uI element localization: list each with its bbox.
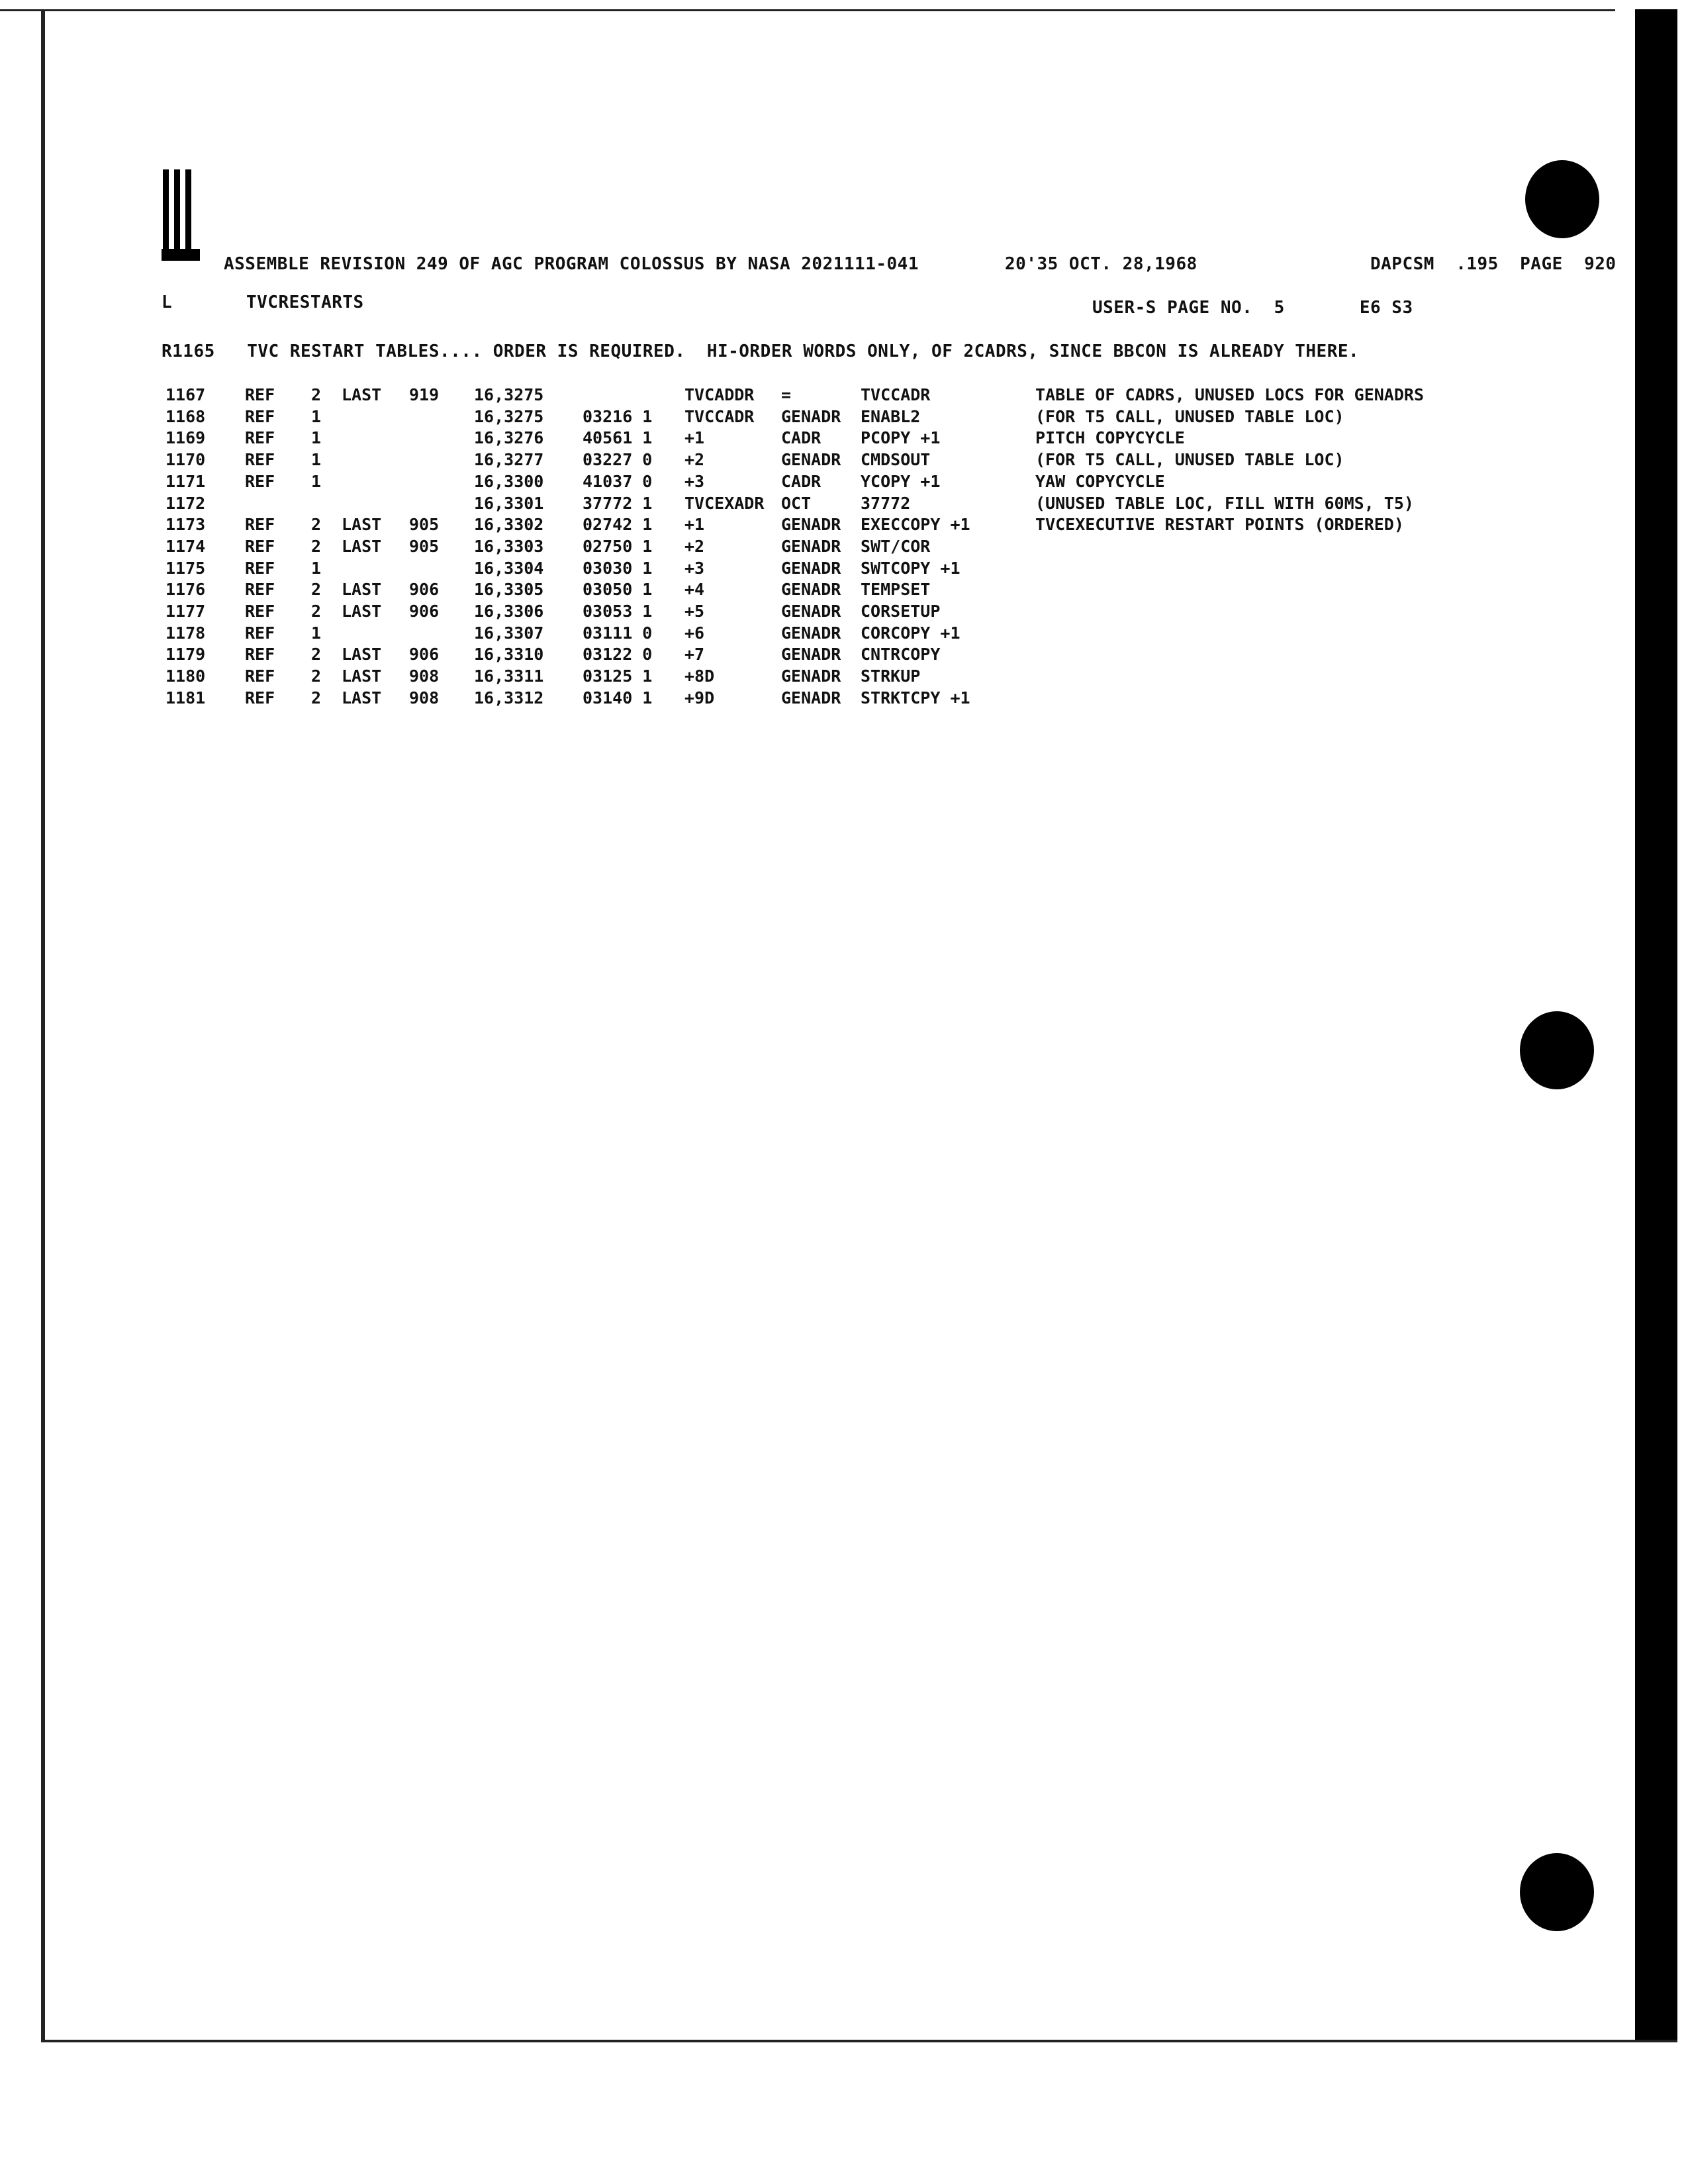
listing-addr-cell: 16,3276: [474, 428, 544, 447]
listing-addr-cell: 16,3311: [474, 666, 544, 686]
listing-loc-cell: +2: [684, 450, 705, 469]
listing-last-cell: LAST: [342, 666, 382, 686]
listing-addr-cell: 16,3305: [474, 580, 544, 599]
listing-loc-cell: TVCADDR: [684, 385, 755, 404]
listing-comment-cell: YAW COPYCYCLE: [1035, 472, 1165, 491]
listing-row: [0, 559, 1523, 580]
listing-operand-cell: STRKTCPY +1: [861, 688, 970, 707]
listing-op-cell: GENADR: [781, 450, 841, 469]
listing-addr-cell: 16,3312: [474, 688, 544, 707]
listing-num-cell: 1: [311, 450, 322, 469]
listing-op-cell: GENADR: [781, 623, 841, 643]
listing-operand-cell: CORCOPY +1: [861, 623, 961, 643]
listing-row: [0, 515, 1523, 536]
listing-op-cell: GENADR: [781, 645, 841, 664]
listing-addr-cell: 16,3277: [474, 450, 544, 469]
listing-line-cell: 1174: [165, 537, 206, 556]
listing-loc-cell: +3: [684, 559, 705, 578]
remark-line: R1165 TVC RESTART TABLES.... ORDER IS REQUIRED. HI-ORDER WORDS ONLY, OF 2CADRS, SINCE BBCON IS ALREADY THERE.: [162, 341, 1360, 361]
listing-comment-cell: (UNUSED TABLE LOC, FILL WITH 60MS, T5): [1035, 494, 1414, 513]
right-page-edge: [1635, 9, 1677, 2042]
listing-row: [0, 450, 1523, 471]
listing-ref-cell: REF: [245, 688, 275, 707]
listing-op-cell: CADR: [781, 428, 821, 447]
listing-last-cell: LAST: [342, 688, 382, 707]
listing-line-cell: 1181: [165, 688, 206, 707]
listing-line-cell: 1175: [165, 559, 206, 578]
listing-num-cell: 1: [311, 623, 322, 643]
listing-code-cell: 03122 0: [583, 645, 653, 664]
listing-comment-cell: (FOR T5 CALL, UNUSED TABLE LOC): [1035, 407, 1344, 426]
listing-code-cell: 03050 1: [583, 580, 653, 599]
listing-operand-cell: YCOPY +1: [861, 472, 941, 491]
listing-timestamp: 20'35 OCT. 28,1968: [1005, 254, 1197, 274]
listing-op-cell: GENADR: [781, 537, 841, 556]
listing-comment-cell: TVCEXECUTIVE RESTART POINTS (ORDERED): [1035, 515, 1404, 534]
listing-line-cell: 1178: [165, 623, 206, 643]
listing-ref-cell: REF: [245, 602, 275, 621]
listing-num-cell: 2: [311, 515, 322, 534]
listing-row: [0, 666, 1523, 688]
listing-code-cell: 03140 1: [583, 688, 653, 707]
listing-addr-cell: 16,3301: [474, 494, 544, 513]
listing-ref-cell: REF: [245, 537, 275, 556]
listing-num-cell: 2: [311, 385, 322, 404]
listing-code-cell: 03227 0: [583, 450, 653, 469]
listing-code-cell: 03111 0: [583, 623, 653, 643]
listing-ref-cell: REF: [245, 407, 275, 426]
listing-op-cell: =: [781, 385, 792, 404]
top-rule: [0, 9, 1615, 11]
listing-page-cell: 908: [409, 666, 440, 686]
listing-last-cell: LAST: [342, 602, 382, 621]
listing-operand-cell: CORSETUP: [861, 602, 941, 621]
listing-loc-cell: +1: [684, 428, 705, 447]
listing-operand-cell: TVCCADR: [861, 385, 931, 404]
listing-row: [0, 407, 1523, 428]
listing-comment-cell: TABLE OF CADRS, UNUSED LOCS FOR GENADRS: [1035, 385, 1424, 404]
listing-last-cell: LAST: [342, 515, 382, 534]
listing-comment-cell: PITCH COPYCYCLE: [1035, 428, 1185, 447]
listing-ref-cell: REF: [245, 666, 275, 686]
listing-code-cell: 03125 1: [583, 666, 653, 686]
listing-operand-cell: 37772: [861, 494, 911, 513]
listing-row: [0, 385, 1523, 406]
listing-num-cell: 2: [311, 602, 322, 621]
listing-last-cell: LAST: [342, 645, 382, 664]
listing-op-cell: GENADR: [781, 688, 841, 707]
listing-page-cell: 905: [409, 515, 440, 534]
listing-operand-cell: SWTCOPY +1: [861, 559, 961, 578]
listing-ref-cell: REF: [245, 385, 275, 404]
listing-ref-cell: REF: [245, 450, 275, 469]
listing-line-cell: 1180: [165, 666, 206, 686]
listing-op-cell: GENADR: [781, 602, 841, 621]
listing-op-cell: CADR: [781, 472, 821, 491]
listing-page-cell: 906: [409, 645, 440, 664]
listing-line-cell: 1170: [165, 450, 206, 469]
listing-num-cell: 2: [311, 537, 322, 556]
listing-addr-cell: 16,3275: [474, 385, 544, 404]
listing-last-cell: LAST: [342, 580, 382, 599]
listing-page-cell: 906: [409, 602, 440, 621]
printer-logo-icon: [162, 169, 200, 262]
listing-addr-cell: 16,3302: [474, 515, 544, 534]
listing-addr-cell: 16,3303: [474, 537, 544, 556]
listing-ref-cell: REF: [245, 623, 275, 643]
listing-line-cell: 1171: [165, 472, 206, 491]
listing-line-cell: 1179: [165, 645, 206, 664]
listing-row: [0, 428, 1523, 449]
listing-op-cell: GENADR: [781, 666, 841, 686]
listing-num-cell: 2: [311, 688, 322, 707]
listing-last-cell: LAST: [342, 385, 382, 404]
user-page-number: USER-S PAGE NO. 5 E6 S3: [1092, 298, 1413, 318]
listing-page-cell: 908: [409, 688, 440, 707]
listing-line-cell: 1173: [165, 515, 206, 534]
listing-op-cell: GENADR: [781, 559, 841, 578]
listing-row: [0, 537, 1523, 558]
listing-addr-cell: 16,3304: [474, 559, 544, 578]
listing-operand-cell: PCOPY +1: [861, 428, 941, 447]
listing-loc-cell: +5: [684, 602, 705, 621]
listing-code-cell: 37772 1: [583, 494, 653, 513]
listing-addr-cell: 16,3300: [474, 472, 544, 491]
listing-op-cell: OCT: [781, 494, 812, 513]
section-letter: L: [162, 293, 173, 312]
listing-loc-cell: +7: [684, 645, 705, 664]
listing-operand-cell: CNTRCOPY: [861, 645, 941, 664]
punch-hole: [1520, 1853, 1594, 1931]
listing-ref-cell: REF: [245, 428, 275, 447]
listing-operand-cell: ENABL2: [861, 407, 921, 426]
listing-num-cell: 2: [311, 666, 322, 686]
listing-loc-cell: +9D: [684, 688, 715, 707]
listing-row: [0, 623, 1523, 645]
listing-line-cell: 1168: [165, 407, 206, 426]
listing-num-cell: 1: [311, 407, 322, 426]
listing-line-cell: 1169: [165, 428, 206, 447]
listing-addr-cell: 16,3275: [474, 407, 544, 426]
listing-page-info: DAPCSM .195 PAGE 920: [1370, 254, 1617, 274]
punch-hole: [1520, 1011, 1594, 1089]
listing-page-cell: 919: [409, 385, 440, 404]
listing-loc-cell: +2: [684, 537, 705, 556]
listing-page-cell: 906: [409, 580, 440, 599]
listing-code-cell: 40561 1: [583, 428, 653, 447]
listing-ref-cell: REF: [245, 559, 275, 578]
listing-ref-cell: REF: [245, 580, 275, 599]
listing-row: [0, 494, 1523, 515]
listing-loc-cell: +1: [684, 515, 705, 534]
listing-addr-cell: 16,3306: [474, 602, 544, 621]
bottom-rule: [42, 2040, 1677, 2042]
listing-loc-cell: +3: [684, 472, 705, 491]
listing-ref-cell: REF: [245, 645, 275, 664]
listing-row: [0, 580, 1523, 601]
listing-line-cell: 1176: [165, 580, 206, 599]
listing-code-cell: 41037 0: [583, 472, 653, 491]
listing-ref-cell: REF: [245, 472, 275, 491]
listing-code-cell: 02742 1: [583, 515, 653, 534]
listing-code-cell: 03053 1: [583, 602, 653, 621]
listing-addr-cell: 16,3307: [474, 623, 544, 643]
listing-row: [0, 602, 1523, 623]
listing-op-cell: GENADR: [781, 580, 841, 599]
listing-title: ASSEMBLE REVISION 249 OF AGC PROGRAM COLOSSUS BY NASA 2021111-041: [224, 254, 919, 274]
listing-num-cell: 2: [311, 580, 322, 599]
listing-num-cell: 1: [311, 428, 322, 447]
listing-loc-cell: +4: [684, 580, 705, 599]
listing-operand-cell: EXECCOPY +1: [861, 515, 970, 534]
listing-row: [0, 645, 1523, 666]
listing-code-cell: 03216 1: [583, 407, 653, 426]
listing-loc-cell: TVCEXADR: [684, 494, 765, 513]
listing-row: [0, 688, 1523, 709]
punch-hole: [1525, 160, 1599, 238]
left-page-edge: [41, 9, 45, 2042]
listing-line-cell: 1177: [165, 602, 206, 621]
listing-line-cell: 1172: [165, 494, 206, 513]
section-name: TVCRESTARTS: [246, 293, 364, 312]
listing-ref-cell: REF: [245, 515, 275, 534]
listing-page-cell: 905: [409, 537, 440, 556]
listing-operand-cell: SWT/COR: [861, 537, 931, 556]
listing-loc-cell: TVCCADR: [684, 407, 755, 426]
listing-num-cell: 1: [311, 472, 322, 491]
listing-comment-cell: (FOR T5 CALL, UNUSED TABLE LOC): [1035, 450, 1344, 469]
listing-line-cell: 1167: [165, 385, 206, 404]
listing-code-cell: 02750 1: [583, 537, 653, 556]
listing-operand-cell: STRKUP: [861, 666, 921, 686]
listing-num-cell: 2: [311, 645, 322, 664]
listing-last-cell: LAST: [342, 537, 382, 556]
listing-operand-cell: CMDSOUT: [861, 450, 931, 469]
listing-addr-cell: 16,3310: [474, 645, 544, 664]
listing-code-cell: 03030 1: [583, 559, 653, 578]
listing-operand-cell: TEMPSET: [861, 580, 931, 599]
listing-row: [0, 472, 1523, 493]
listing-num-cell: 1: [311, 559, 322, 578]
listing-op-cell: GENADR: [781, 407, 841, 426]
listing-op-cell: GENADR: [781, 515, 841, 534]
listing-loc-cell: +6: [684, 623, 705, 643]
listing-loc-cell: +8D: [684, 666, 715, 686]
